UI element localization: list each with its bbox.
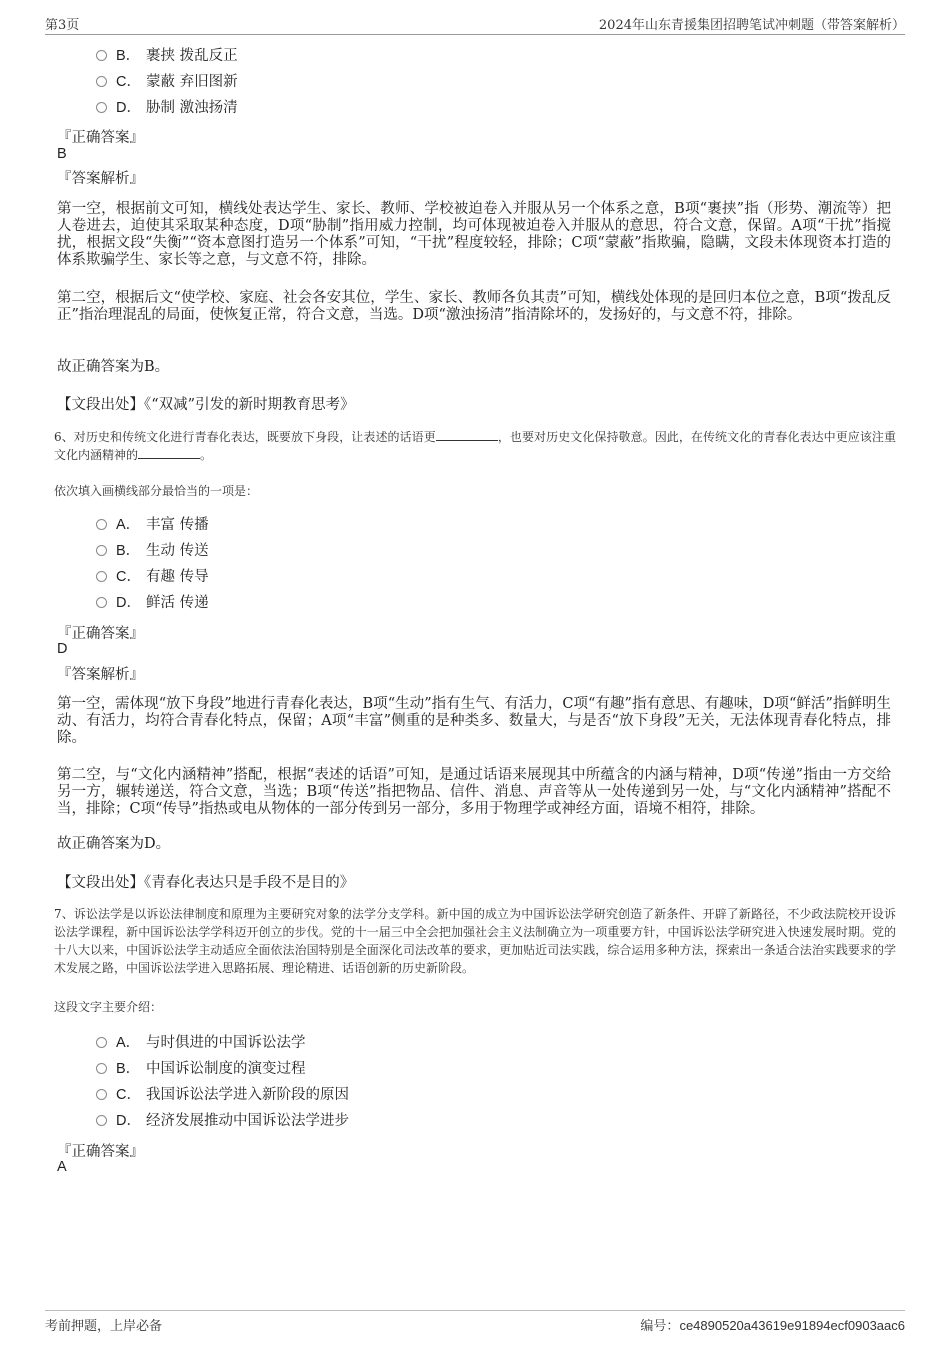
analysis-conclusion: 故正确答案为D。	[57, 836, 171, 852]
q7-option-c[interactable]: C． 我国诉讼法学进入新阶段的原因	[96, 1085, 349, 1105]
radio-icon[interactable]	[96, 545, 107, 556]
document-code: 编号：ce4890520a43619e91894ecf0903aac6	[640, 1318, 905, 1334]
radio-icon[interactable]	[96, 1063, 107, 1074]
radio-icon[interactable]	[96, 1089, 107, 1100]
answer-value: D	[57, 641, 68, 657]
analysis-label: 『答案解析』	[57, 667, 144, 683]
radio-icon[interactable]	[96, 571, 107, 582]
answer-value: B	[57, 146, 67, 162]
question-stem: 7、诉讼法学是以诉讼法律制度和原理为主要研究对象的法学分支学科。新中国的成立为中国诉讼法学研究创造了新条件、开辟了新路径，不少政法院校开设诉讼法学课程，新中国诉讼法学学科迈开创立的步伐。党的十一届三中全会把加强社会主义法制确立为一项重要方针，中国诉讼法学研究进入快速发展时期。党的十八大以来，中国诉讼法学主动适应全面依法治国特别是全面深化司法改革的要求，更加贴近司法实践，综合运用多种方法，探索出一条适合法治实践要求的学术发展之路，中国诉讼法学进入思路拓展、理论精进、话语创新的历史新阶段。	[54, 907, 896, 975]
blank-1	[436, 428, 498, 441]
analysis-paragraph: 第二空，根据后文“使学校、家庭、社会各安其位，学生、家长、教师各负其责”可知，横线处体现的是回归本位之意，B项“拨乱反正”指治理混乱的局面，使恢复正常，符合文意，当选。D项“激浊扬清”指清除坏的，发扬好的，与文意不符，排除。	[57, 290, 891, 323]
q6-option-c[interactable]: C． 有趣 传导	[96, 567, 209, 587]
analysis-conclusion: 故正确答案为B。	[57, 359, 170, 375]
answer-label: 『正确答案』	[57, 130, 144, 146]
q6-option-d[interactable]: D． 鲜活 传递	[96, 593, 209, 613]
analysis-paragraph: 第二空，与“文化内涵精神”搭配，根据“表述的话语”可知，是通过话语来展现其中所蕴含的内涵与精神，D项“传递”指由一方交给另一方，辗转递送，符合文意，当选；B项“传送”指把物品、信件、消息、声音等从一处传递到另一处，与“文化内涵精神”搭配不当，排除；C项“传导”指热或电从物体的一部分传到另一部分，多用于物理学或神经方面，语境不相符，排除。	[57, 767, 891, 817]
q5-option-c[interactable]: C． 蒙蔽 弃旧图新	[96, 72, 238, 92]
question-stem: 6、对历史和传统文化进行青春化表达，既要放下身段，让表述的话语更 ，也要对历史文化保持敬意。因此，在传统文化的青春化表达中更应该注重文化内涵精神的 。	[54, 430, 896, 462]
page-number: 第3页	[45, 18, 80, 33]
q5-option-b[interactable]: B． 裹挟 拨乱反正	[96, 46, 238, 66]
question-prompt: 依次填入画横线部分最恰当的一项是：	[54, 484, 259, 498]
blank-2	[138, 446, 200, 459]
radio-icon[interactable]	[96, 102, 107, 113]
question-prompt: 这段文字主要介绍：	[54, 1000, 163, 1014]
q6-option-b[interactable]: B． 生动 传送	[96, 541, 209, 561]
analysis-paragraph: 第一空，根据前文可知，横线处表达学生、家长、教师、学校被迫卷入并服从另一个体系之意，B项“裹挟”指（形势、潮流等）把人卷进去，迫使其采取某种态度，D项“胁制”指用威力控制，均可体现被迫卷入并服从的意思，符合文意，保留。A项“干扰”指搅扰，根据文段“失衡”“资本意图打造另一个体系”可知，“干扰”程度较轻，排除；C项“蒙蔽”指欺骗，隐瞒，文段未体现资本打造的体系欺骗学生、家长等之意，与文意不符，排除。	[57, 201, 891, 268]
footer-slogan: 考前押题，上岸必备	[45, 1319, 163, 1334]
page-header	[45, 14, 905, 35]
radio-icon[interactable]	[96, 1037, 107, 1048]
radio-icon[interactable]	[96, 76, 107, 87]
answer-value: A	[57, 1159, 67, 1175]
analysis-paragraph: 第一空，需体现“放下身段”地进行青春化表达，B项“生动”指有生气、有活力，C项“有趣”指有意思、有趣味，D项“鲜活”指鲜明生动、有活力，均符合青春化特点，保留；A项“丰富”侧重的是种类多、数量大，与是否“放下身段”无关，无法体现青春化特点，排除。	[57, 696, 891, 746]
answer-label: 『正确答案』	[57, 1144, 144, 1160]
source-citation: 【文段出处】《青春化表达只是手段不是目的》	[57, 875, 355, 891]
q7-option-d[interactable]: D． 经济发展推动中国诉讼法学进步	[96, 1111, 349, 1131]
page-footer	[45, 1310, 905, 1335]
q5-option-d[interactable]: D． 胁制 激浊扬清	[96, 98, 238, 118]
answer-label: 『正确答案』	[57, 626, 144, 642]
radio-icon[interactable]	[96, 1115, 107, 1126]
analysis-label: 『答案解析』	[57, 171, 144, 187]
q6-option-a[interactable]: A． 丰富 传播	[96, 515, 209, 535]
q7-option-a[interactable]: A． 与时俱进的中国诉讼法学	[96, 1033, 306, 1053]
source-citation: 【文段出处】《“双减”引发的新时期教育思考》	[57, 397, 355, 413]
radio-icon[interactable]	[96, 597, 107, 608]
q7-option-b[interactable]: B． 中国诉讼制度的演变过程	[96, 1059, 306, 1079]
radio-icon[interactable]	[96, 519, 107, 530]
document-title: 2024年山东青援集团招聘笔试冲刺题（带答案解析）	[598, 18, 905, 33]
radio-icon[interactable]	[96, 50, 107, 61]
